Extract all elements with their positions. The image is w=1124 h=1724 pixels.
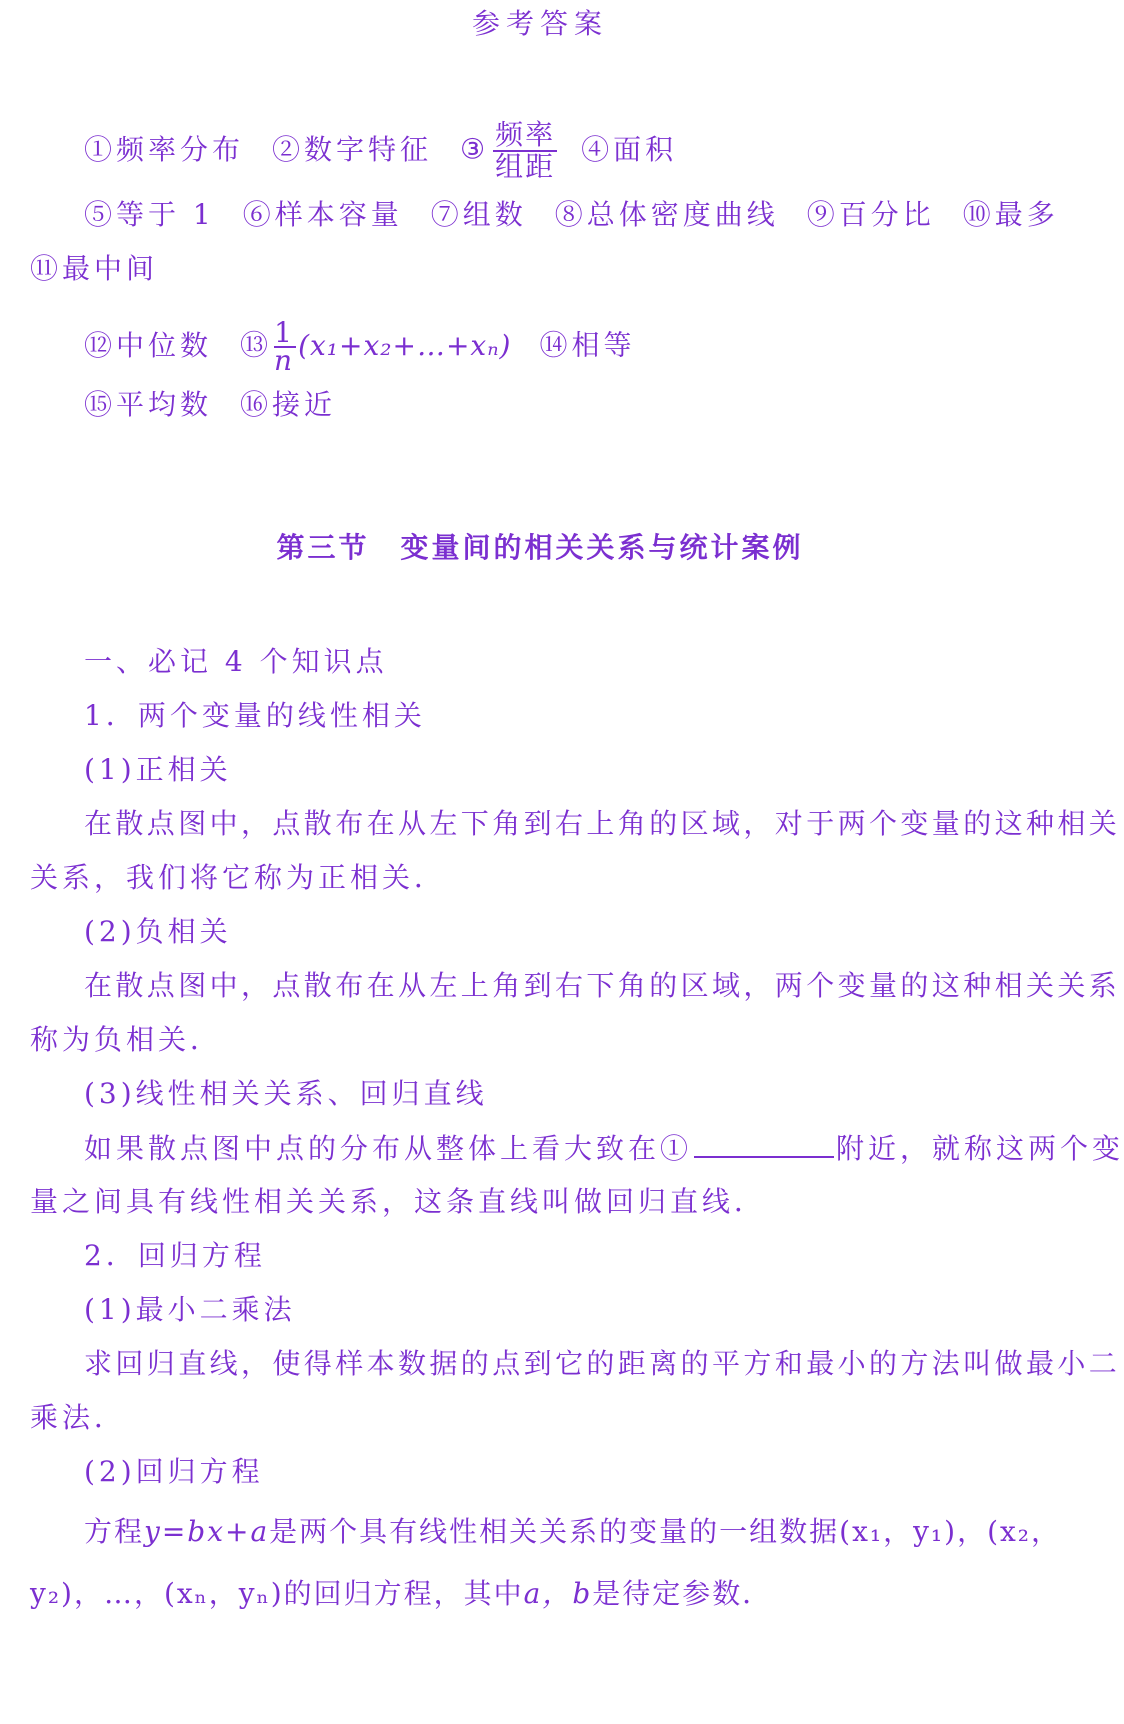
equation-description: 是两个具有线性相关关系的变量的一组数据(x₁，y₁)，(x₂，	[269, 1515, 1062, 1548]
fill-blank-1	[694, 1130, 834, 1158]
answer-row-4	[84, 387, 336, 423]
body-regression-line-text-1	[84, 1130, 1124, 1167]
body-positive-title: (1)正相关	[84, 753, 232, 786]
body-negative-title: (2)负相关	[84, 915, 232, 948]
body-regression-equation-text-2	[30, 1576, 772, 1612]
equation-data-points: y₂)，…，(xₙ，yₙ)的回归方程，其中	[30, 1577, 524, 1610]
answer-9: ⑨百分比	[806, 198, 935, 231]
answer-1: ①频率分布	[84, 132, 245, 166]
body-negative-text-2: 称为负相关．	[30, 1023, 223, 1056]
equation-prefix: 方程	[84, 1515, 145, 1548]
answer-16: ⑯接近	[240, 388, 337, 421]
body-subheading-equation: 2．回归方程	[84, 1239, 266, 1272]
answer-10: ⑩最多	[962, 198, 1059, 231]
body-subheading-linear: 1．两个变量的线性相关	[84, 699, 426, 732]
body-least-squares-title: (1)最小二乘法	[84, 1293, 296, 1326]
answer-8: ⑧总体密度曲线	[554, 198, 779, 231]
body-regression-line-text-pre: 如果散点图中点的分布从整体上看大致在①	[84, 1132, 693, 1165]
answer-2: ②数字特征	[272, 132, 433, 166]
body-regression-line-text-post: 附近，就称这两个变	[836, 1132, 1124, 1165]
body-regression-line-text-2: 量之间具有线性相关关系，这条直线叫做回归直线．	[30, 1185, 767, 1218]
answer-row-2	[84, 197, 1059, 233]
body-least-squares-text-2: 乘法．	[30, 1401, 127, 1434]
answer-11: ⑪最中间	[30, 252, 159, 285]
section-heading: 第三节 变量间的相关关系与统计案例	[276, 531, 804, 564]
answer-5: ⑤等于 1	[84, 198, 215, 231]
answer-13-numerator: 1	[274, 316, 296, 349]
answer-3-prefix: ③	[460, 132, 490, 166]
body-regression-line-title: (3)线性相关关系、回归直线	[84, 1077, 488, 1110]
body-negative-text-1: 在散点图中，点散布在从左上角到右下角的区域，两个变量的这种相关关系	[84, 969, 1121, 1002]
answer-row-1	[84, 120, 677, 182]
answer-7: ⑦组数	[430, 198, 527, 231]
regression-equation: y=bx+a	[144, 1515, 270, 1548]
answer-3-numerator: 频率	[495, 118, 556, 151]
answer-13-expression: (x₁+x₂+…+xₙ)	[298, 328, 512, 362]
body-regression-equation-title: (2)回归方程	[84, 1455, 264, 1488]
body-positive-text-1: 在散点图中，点散布在从左下角到右上角的区域，对于两个变量的这种相关	[84, 807, 1121, 840]
answer-3-fraction	[493, 120, 557, 182]
answer-12: ⑫中位数	[84, 328, 213, 362]
body-regression-equation-text-1	[84, 1514, 1061, 1550]
body-least-squares-text-1: 求回归直线，使得样本数据的点到它的距离的平方和最小的方法叫做最小二	[84, 1347, 1121, 1380]
answer-6: ⑥样本容量	[242, 198, 403, 231]
answer-14: ⑭相等	[539, 328, 636, 362]
answer-13-fraction	[274, 316, 297, 377]
answer-4: ④面积	[581, 132, 678, 166]
answer-3-denominator: 组距	[495, 150, 556, 183]
equation-parameter-note: 是待定参数．	[592, 1577, 773, 1610]
answer-row-3	[84, 316, 636, 377]
answer-13-prefix: ⑬	[240, 328, 273, 362]
answer-13-denominator: n	[274, 344, 297, 377]
page-title: 参考答案	[471, 7, 608, 40]
parameter-names: a，b	[523, 1577, 593, 1610]
body-heading-knowledge: 一、必记 4 个知识点	[84, 645, 388, 678]
answer-15: ⑮平均数	[84, 388, 213, 421]
body-positive-text-2: 关系，我们将它称为正相关．	[30, 861, 447, 894]
